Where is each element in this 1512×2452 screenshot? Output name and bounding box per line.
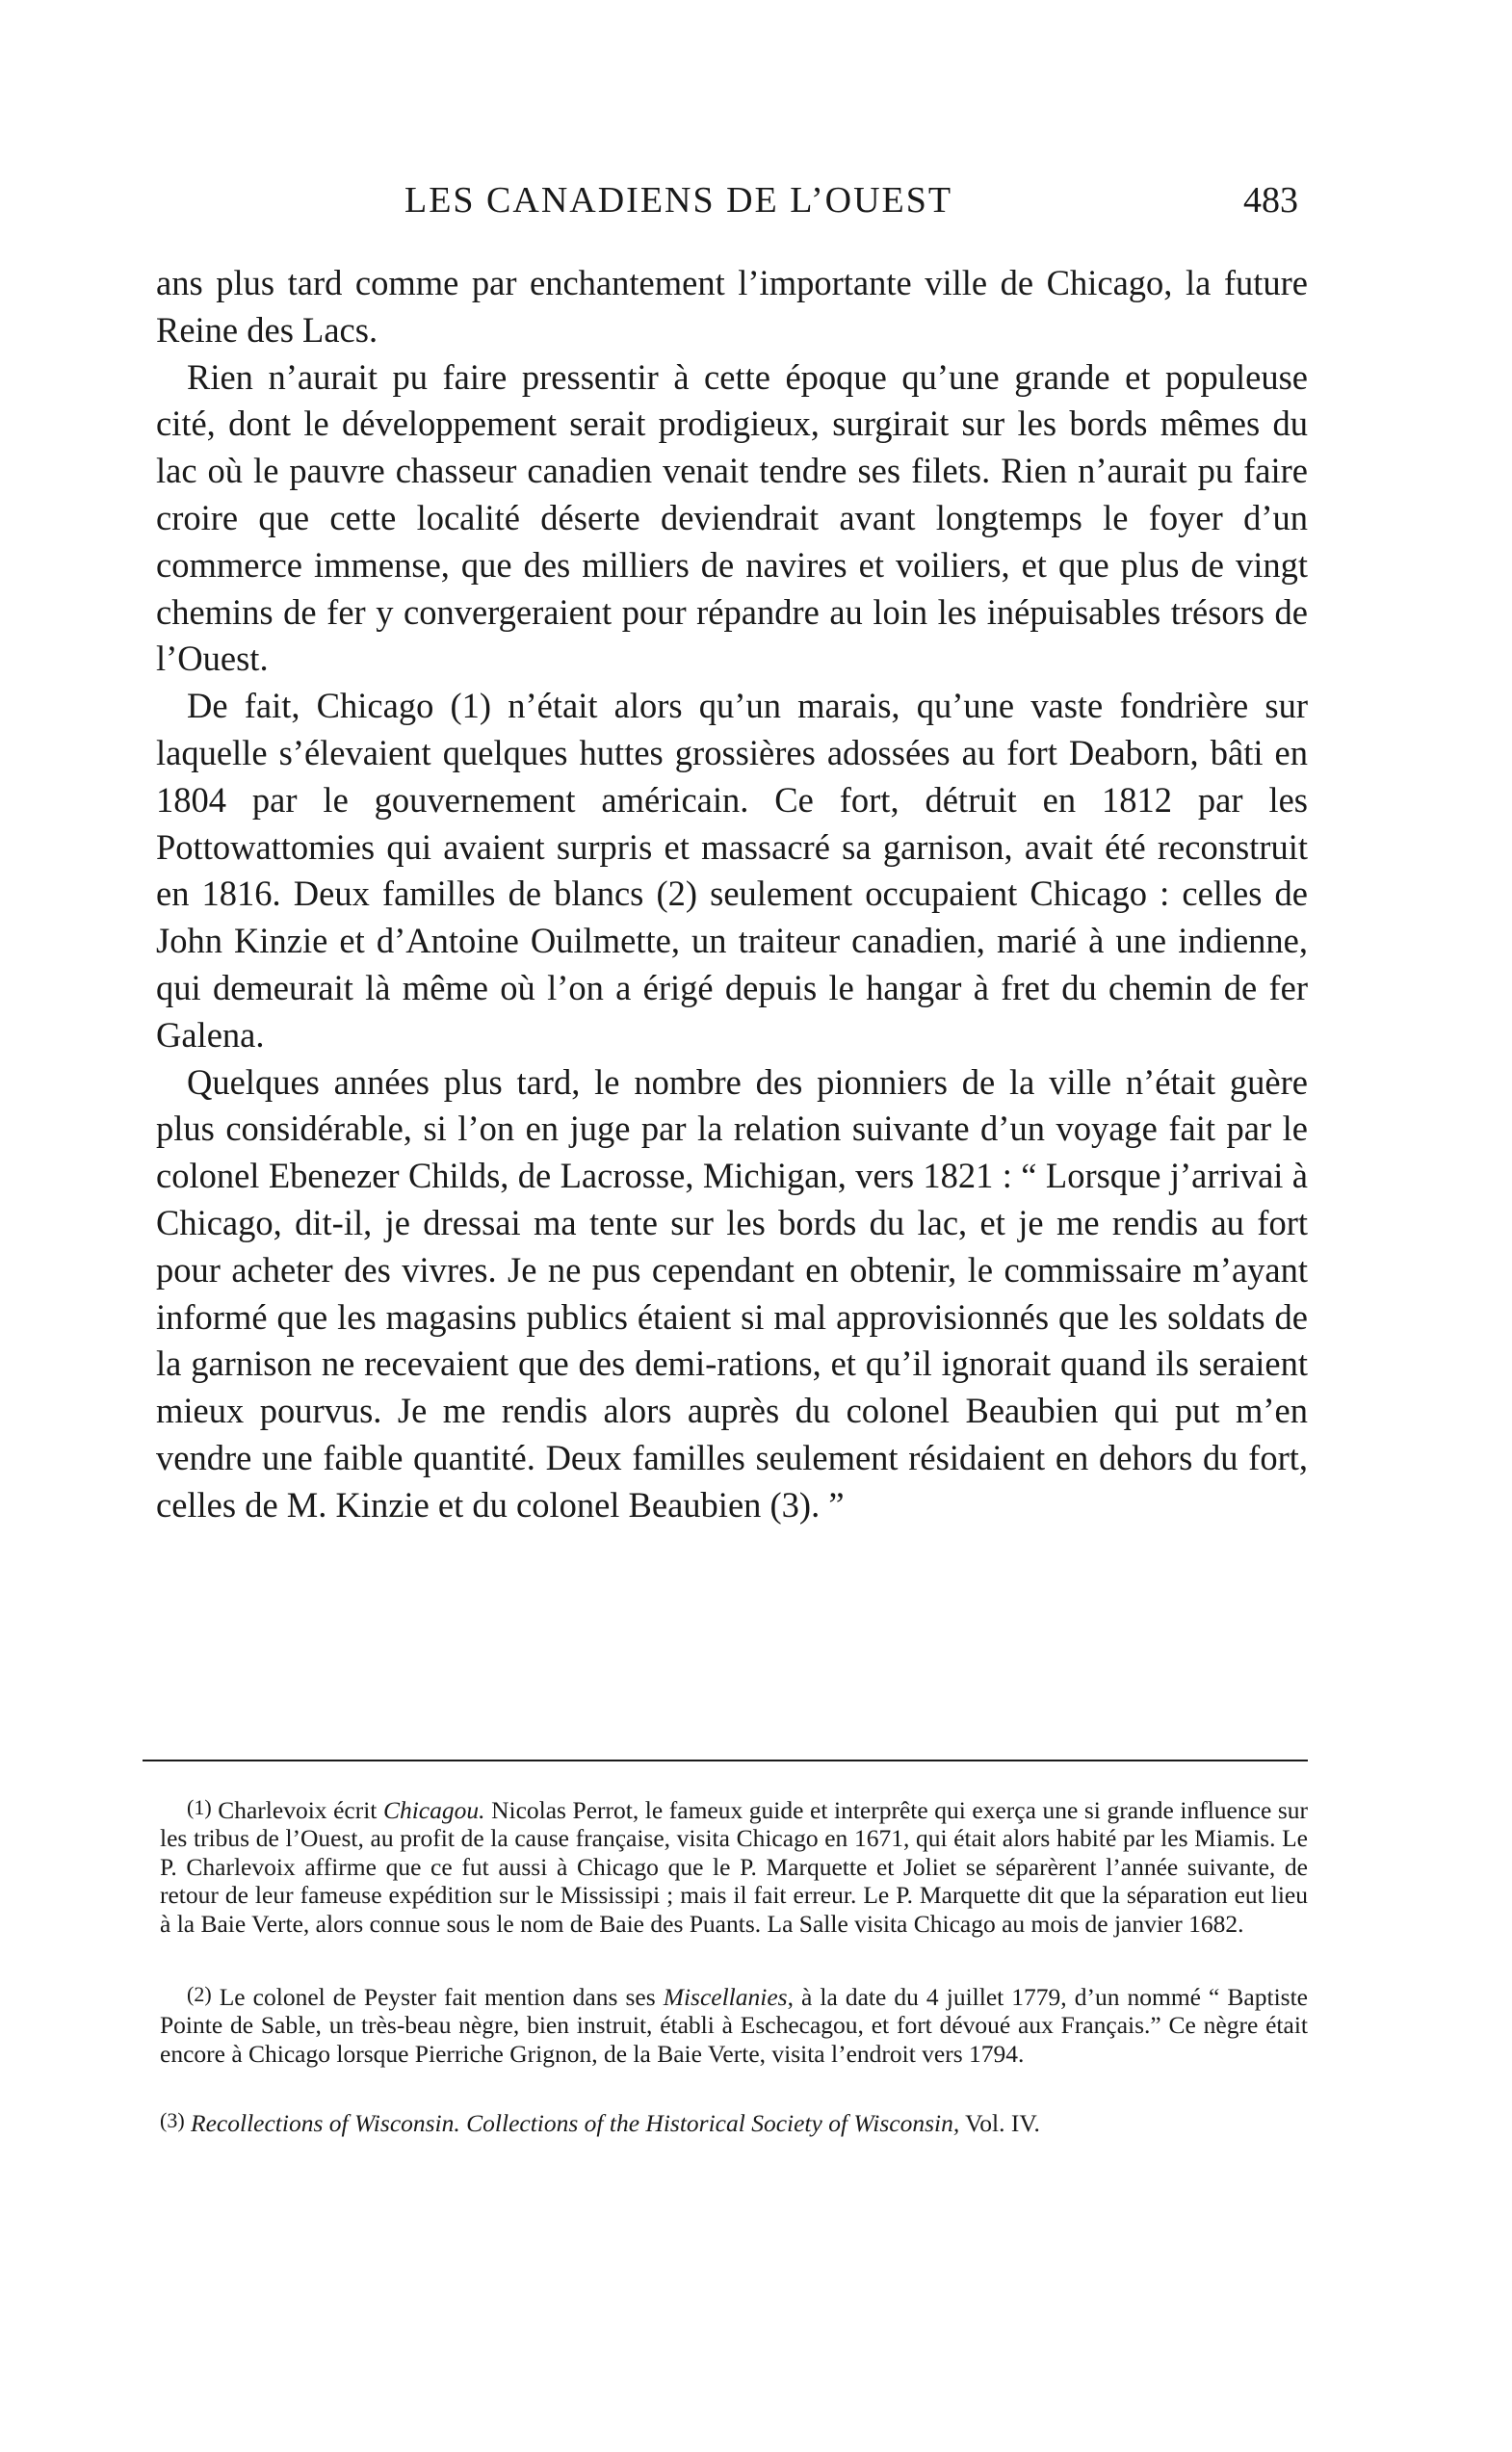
- paragraph: De fait, Chicago (1) n’était alors qu’un marais, qu’une vaste fondrière sur laquelle s’élevaient quelques huttes grossières adossées au fort Deaborn, bâti en 1804 par le gouvernement américain. Ce fort, détruit en 1812 par les Pottowattomies qui avaient surpris et massacré sa garnison, avait été reconstruit en 1816. Deux familles de blancs (2) seulement occupaient Chicago : celles de John Kinzie et d’Antoine Ouilmette, un traiteur canadien, marié à une indienne, qui demeurait là même où l’on a érigé depuis le hangar à fret du chemin de fer Galena.: [156, 686, 1308, 1055]
- footnote-3: [160, 2106, 1308, 2137]
- footnote-italic-text: Recollections of Wisconsin. Collections of the Historical Society of Wisconsin,: [184, 2109, 960, 2138]
- page-number: 483: [1243, 180, 1298, 221]
- footnote-2: [160, 1980, 1308, 2068]
- footnote-marker: (3): [160, 2108, 185, 2133]
- footnote-text: Nicolas Perrot, le fameux guide et interprête qui exerça une si grande influence sur les tribus de l’Ouest, au profit de la cause française, visita Chicago en 1671, qui était alors habité par les Miamis. Le P. Charlevoix affirme que ce fut aussi à Chicago que le P. Marquette et Joliet se séparèrent l’année suivante, de retour de leur fameuse expédition sur le Mississipi ; mais il fait erreur. Le P. Marquette dit que la séparation eut lieu à la Baie Verte, alors connue sous le nom de Baie des Puants. La Salle visita Chicago au mois de janvier 1682.: [160, 1796, 1308, 1938]
- footnotes: [160, 1793, 1308, 2138]
- footnote-divider: [143, 1760, 1308, 1761]
- footnote-marker: (2): [187, 1982, 212, 2007]
- footnote-text: , à la date du 4 juillet 1779, d’un nommé “ Baptiste Pointe de Sable, un très-beau nègre, bien instruit, établi à Eschecagou, et fort dévoué aux Français.” Ce nègre était encore à Chicago lorsque Pierriche Grignon, de la Baie Verte, visita l’endroit vers 1794.: [160, 1983, 1308, 2068]
- running-title: LES CANADIENS DE L’OUEST: [404, 180, 953, 221]
- footnote-text: Vol. IV.: [959, 2109, 1040, 2138]
- footnote-text: Le colonel de Peyster fait mention dans ses: [211, 1983, 664, 2012]
- body-text: [156, 260, 1308, 1529]
- footnote-italic-text: Miscellanies: [663, 1983, 788, 2012]
- paragraph-continuation: ans plus tard comme par enchantement l’importante ville de Chicago, la future Reine des Lacs.: [156, 263, 1308, 350]
- footnote-text: Charlevoix écrit: [211, 1796, 383, 1824]
- paragraph: Quelques années plus tard, le nombre des pionniers de la ville n’était guère plus considérable, si l’on en juge par la relation suivante d’un voyage fait par le colonel Ebenezer Childs, de Lacrosse, Michigan, vers 1821 : “ Lorsque j’arrivai à Chicago, dit-il, je dressai ma tente sur les bords du lac, et je me rendis au fort pour acheter des vivres. Je ne pus cependant en obtenir, le commissaire m’ayant informé que les magasins publics étaient si mal approvisionnés que les soldats de la garnison ne recevaient que des demi-rations, et qu’il ignorait quand ils seraient mieux pourvus. Je me rendis alors auprès du colonel Beaubien qui put m’en vendre une faible quantité. Deux familles seulement résidaient en dehors du fort, celles de M. Kinzie et du colonel Beaubien (3). ”: [156, 1061, 1308, 1525]
- paragraph: Rien n’aurait pu faire pressentir à cette époque qu’une grande et populeuse cité, dont le développement serait prodigieux, surgirait sur les bords mêmes du lac où le pauvre chasseur canadien venait tendre ses filets. Rien n’aurait pu faire croire que cette localité déserte deviendrait avant longtemps le foyer d’un commerce immense, que des milliers de navires et voiliers, et que plus de vingt chemins de fer y convergeraient pour répandre au loin les inépuisables trésors de l’Ouest.: [156, 356, 1308, 679]
- footnote-italic-text: Chicagou.: [382, 1796, 485, 1824]
- running-head: [144, 179, 1310, 237]
- footnote-marker: (1): [187, 1795, 212, 1819]
- footnote-1: [160, 1793, 1308, 1938]
